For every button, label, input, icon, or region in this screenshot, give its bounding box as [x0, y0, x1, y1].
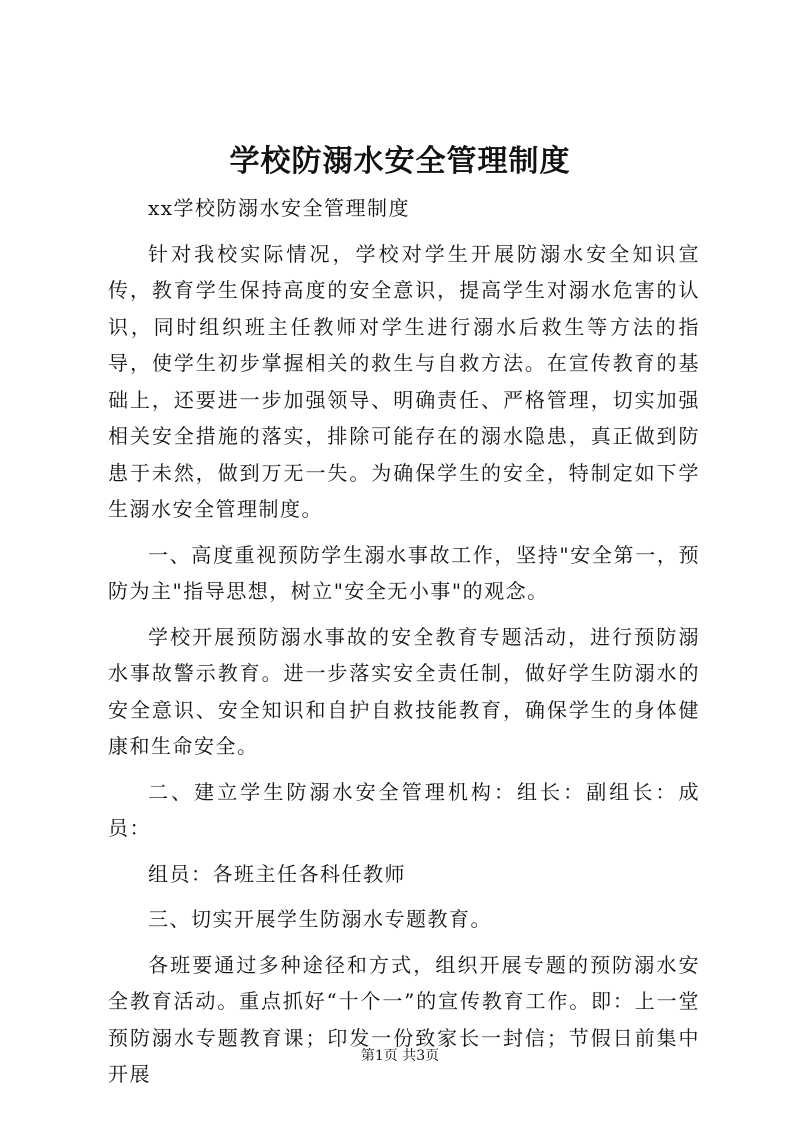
section-two-heading: 二、建立学生防溺水安全管理机构：组长：副组长：成员：: [108, 779, 700, 840]
section-three-paragraph: 各班要通过多种途径和方式，组织开展专题的预防溺水安全教育活动。重点抓好“十个一”的宣传教育工作。即：上一堂预防溺水专题教育课；印发一份致家长一封信；节假日前集中开展: [108, 952, 700, 1086]
subtitle-paragraph: xx学校防溺水安全管理制度: [148, 196, 411, 220]
section-three-heading: 三、切实开展学生防溺水专题教育。: [148, 907, 492, 931]
page-footer: [0, 1046, 800, 1066]
document-title: 学校防溺水安全管理制度: [229, 144, 571, 179]
page-number: 第1页 共3页: [360, 1048, 440, 1064]
section-one-heading: 一、高度重视预防学生溺水事故工作，坚持"安全第一，预防为主"指导思想，树立"安全无小事"的观念。: [108, 542, 700, 603]
section-one-paragraph: 学校开展预防溺水事故的安全教育专题活动，进行预防溺水事故警示教育。进一步落实安全责任制，做好学生防溺水的安全意识、安全知识和自护自救技能教育，确保学生的身体健康和生命安全。: [108, 624, 700, 758]
intro-paragraph: 针对我校实际情况，学校对学生开展防溺水安全知识宣传，教育学生保持高度的安全意识，提高学生对溺水危害的认识，同时组织班主任教师对学生进行溺水后救生等方法的指导，使学生初步掌握相关的救生与自救方法。在宣传教育的基础上，还要进一步加强领导、明确责任、严格管理，切实加强相关安全措施的落实，排除可能存在的溺水隐患，真正做到防患于未然，做到万无一失。为确保学生的安全，特制定如下学生溺水安全管理制度。: [108, 241, 700, 521]
document-body: [108, 190, 700, 1093]
section-two-members: 组员：各班主任各科任教师: [148, 861, 406, 886]
